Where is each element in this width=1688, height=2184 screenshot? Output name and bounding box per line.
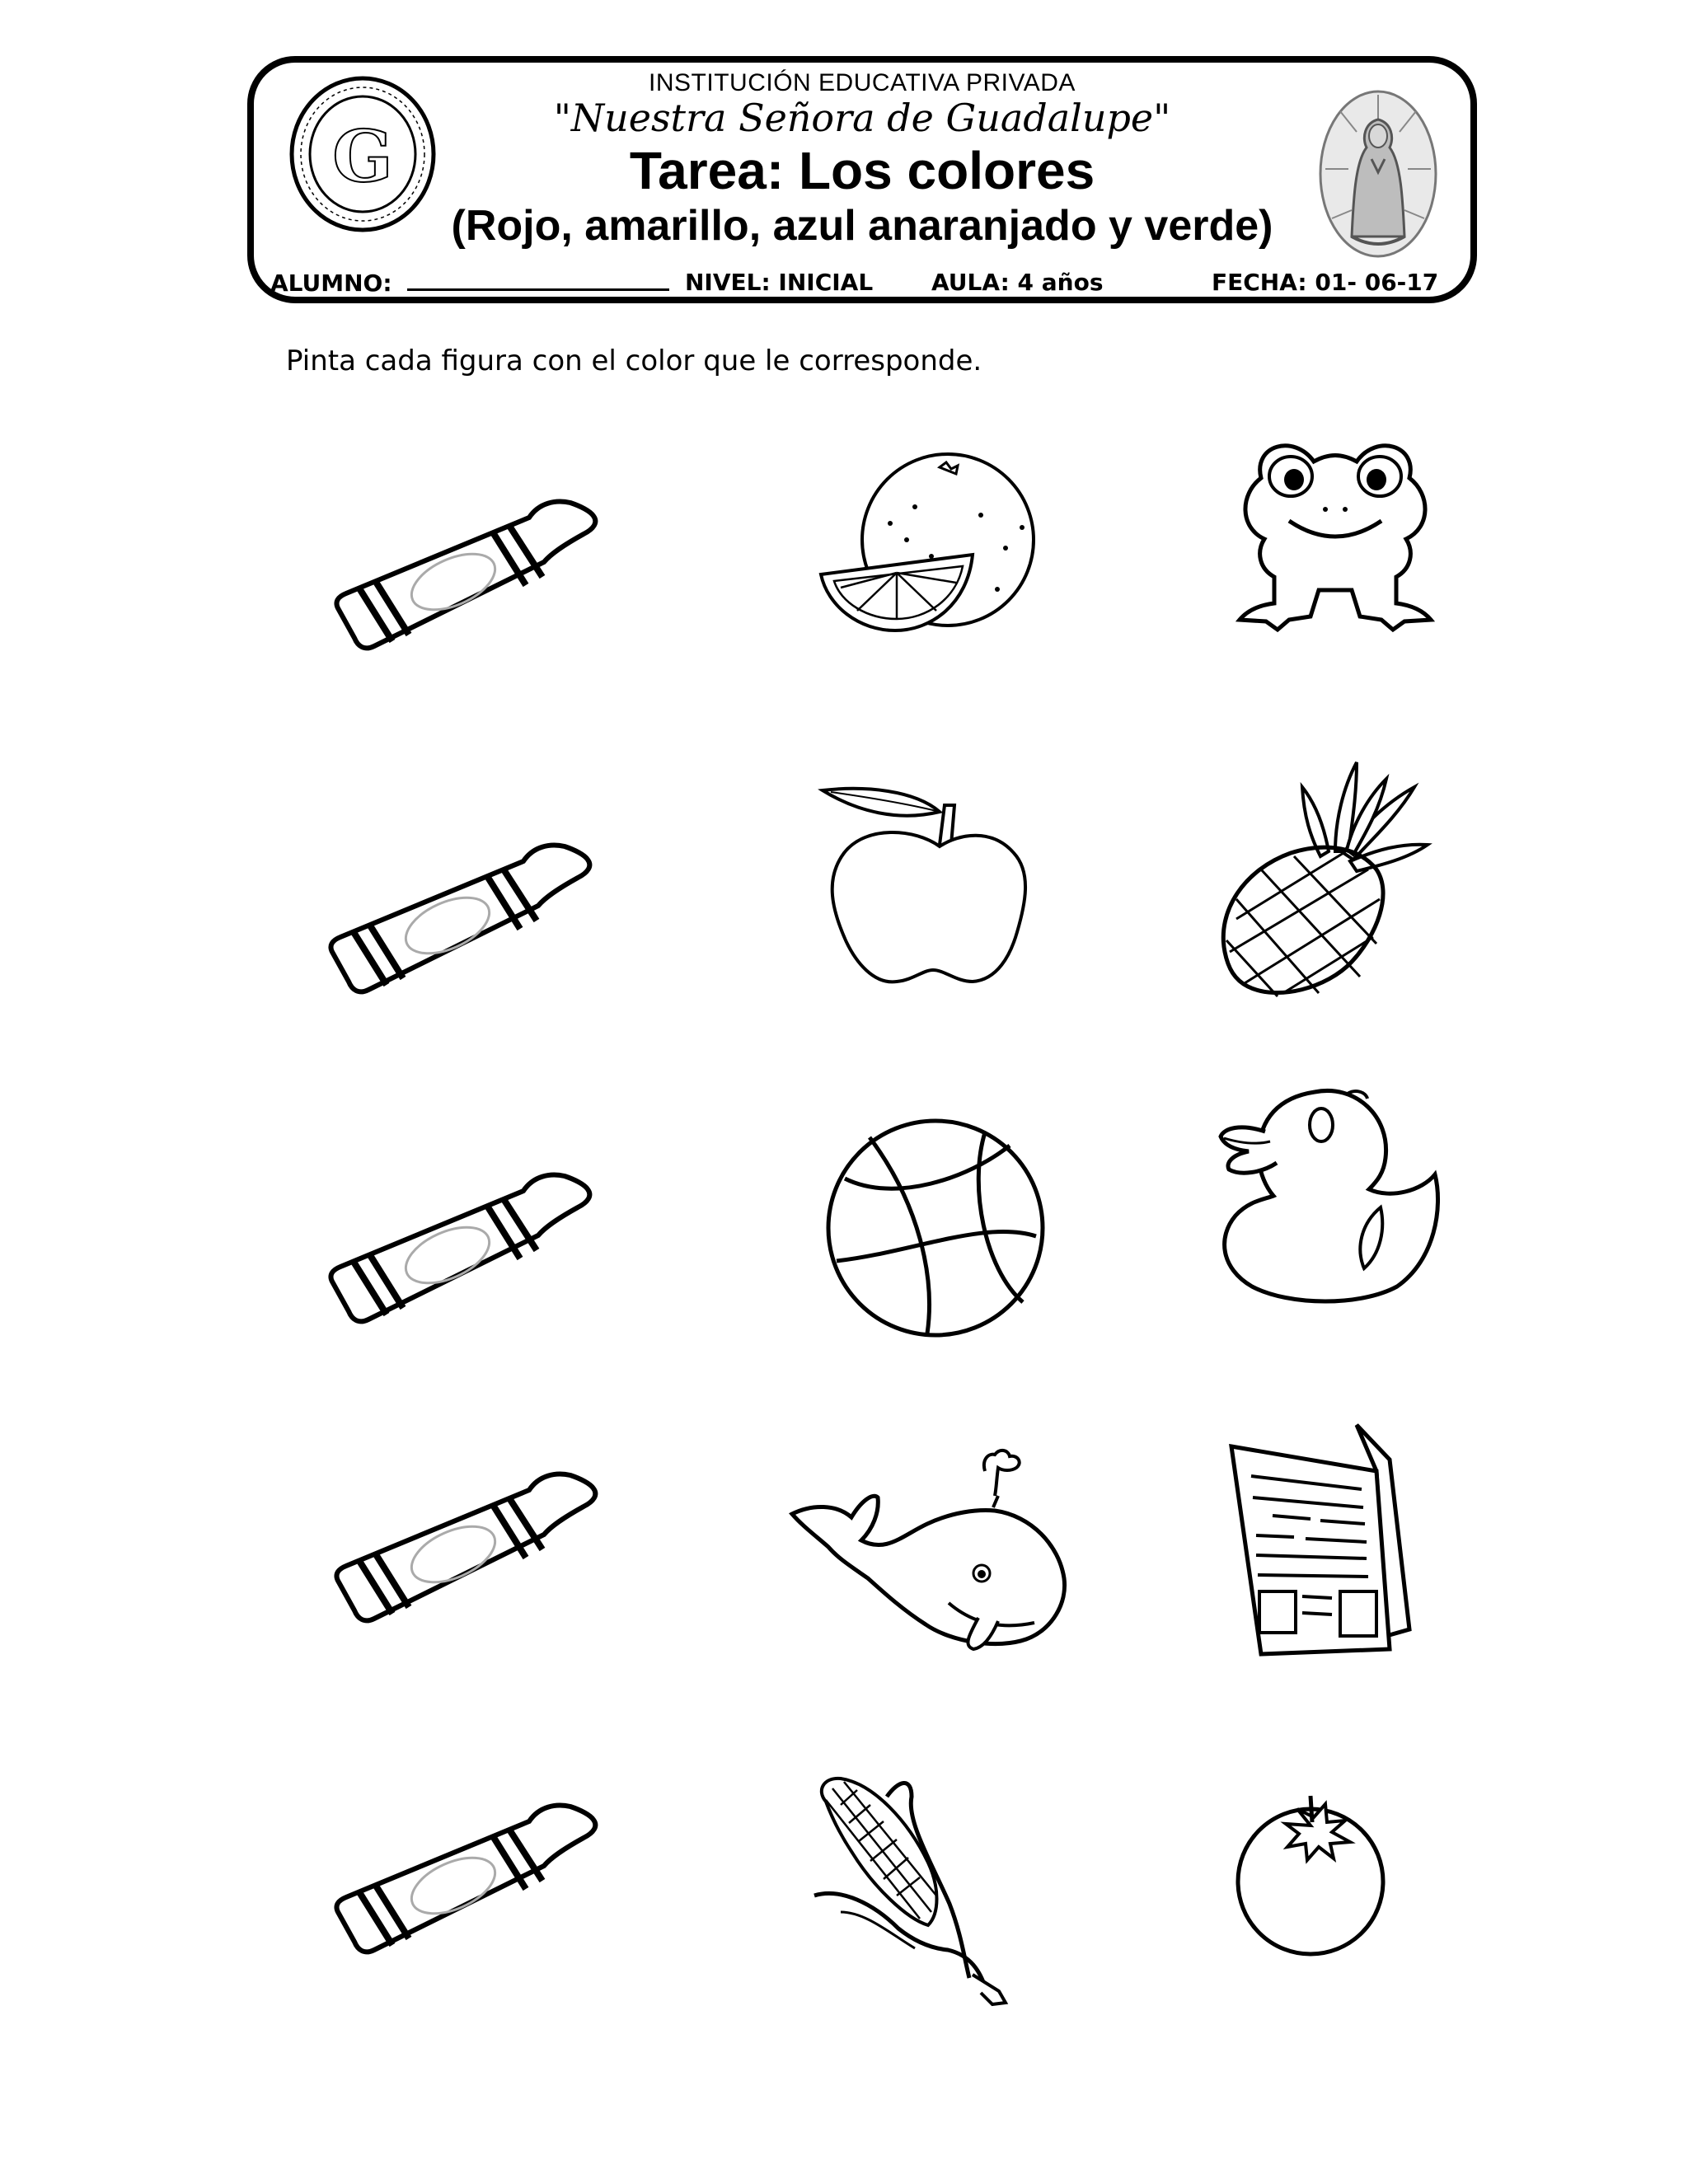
newspaper-icon <box>1228 1422 1409 1661</box>
whale-icon <box>787 1438 1092 1652</box>
logo-letter: G <box>332 115 393 199</box>
school-name: "Nuestra Señora de Guadalupe" <box>553 96 1171 140</box>
student-field <box>270 269 669 297</box>
date-label: FECHA: 01- 06-17 <box>1212 269 1439 296</box>
classroom-label: AULA: 4 años <box>931 269 1104 296</box>
crayon-icon <box>330 1797 602 1970</box>
worksheet-title: Tarea: Los colores <box>629 141 1095 200</box>
crayon-icon <box>324 837 596 1010</box>
crayon-icon <box>330 493 602 666</box>
institution-label: INSTITUCIÓN EDUCATIVA PRIVADA <box>649 69 1076 96</box>
frog-icon <box>1228 429 1442 635</box>
tomato-icon <box>1228 1793 1393 1957</box>
virgin-guadalupe-icon <box>1315 87 1441 261</box>
level-label: NIVEL: INICIAL <box>685 269 874 296</box>
crayon-icon <box>324 1166 596 1339</box>
student-name-blank[interactable] <box>407 269 669 291</box>
school-logo-icon <box>288 76 437 232</box>
worksheet-subtitle: (Rojo, amarillo, azul anaranjado y verde) <box>451 202 1273 250</box>
duck-icon <box>1216 1084 1442 1306</box>
pineapple-icon <box>1212 746 1434 1010</box>
apple-icon <box>816 787 1047 993</box>
instruction-text: Pinta cada figura con el color que le corresponde. <box>286 344 982 377</box>
student-label: ALUMNO: <box>270 269 392 297</box>
corn-icon <box>808 1772 1030 2011</box>
orange-icon <box>816 449 1047 647</box>
ball-icon <box>820 1113 1051 1343</box>
crayon-icon <box>330 1465 602 1638</box>
